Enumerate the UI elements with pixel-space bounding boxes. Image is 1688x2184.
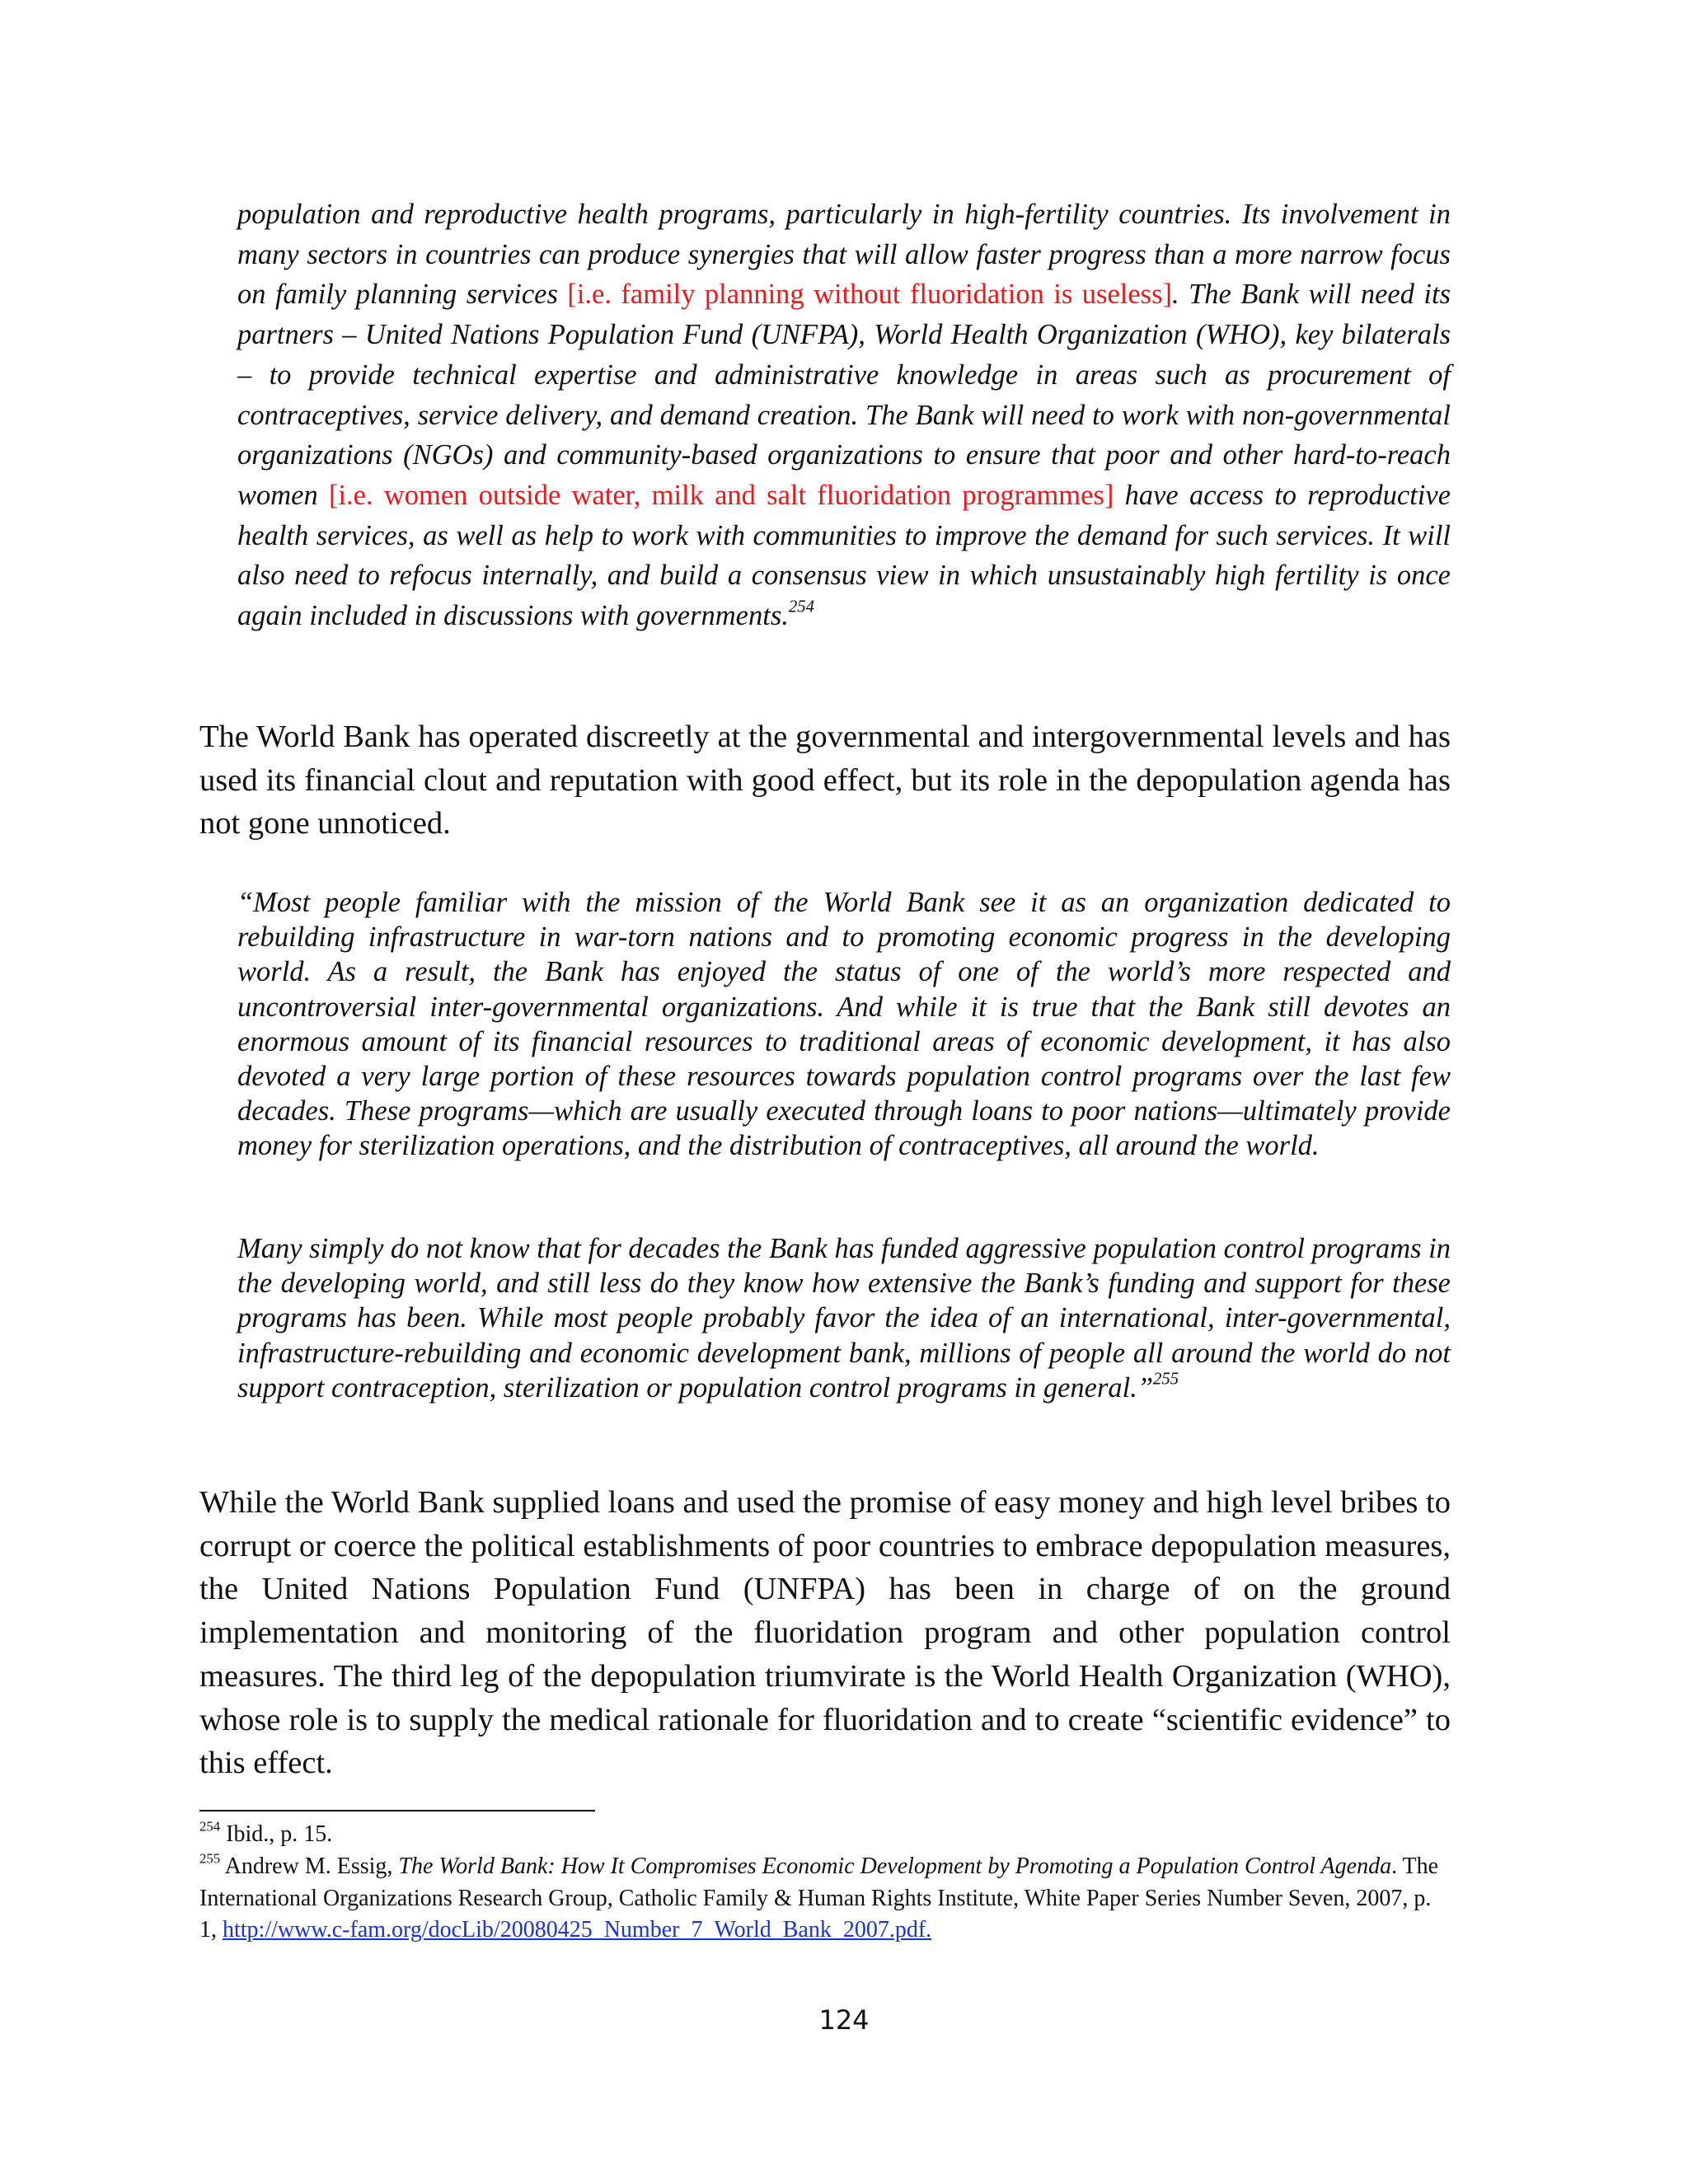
body-paragraph: The World Bank has operated discreetly at the governmental and intergovernmental levels and has used its financial clout and reputation with good effect, but its role in the depopulation agenda has not gone unnoticed.: [199, 719, 1451, 841]
footnote-number: 254: [199, 1818, 221, 1835]
footnote-text: Ibid., p. 15.: [220, 1821, 333, 1847]
quote-paragraph: “Most people familiar with the mission of the World Bank see it as an organization dedicated to rebuilding infrastructure in war-torn nations and to promoting economic progress in the developing world. As a result, the Bank has enjoyed the status of one of the world’s more respected and uncontroversial inter-governmental organizations. And while it is true that the Bank still devotes an enormous amount of its financial resources to traditional areas of economic development, it has also devoted a very large portion of these resources towards population control programs over the last few decades. These programs—which are usually executed through loans to poor nations—ultimately provide money for sterilization operations, and the distribution of contraceptives, all around the world.: [237, 887, 1451, 1162]
block-quote-essig-2: [237, 1231, 1451, 1405]
editorial-annotation: [i.e. women outside water, milk and salt fluoridation programmes]: [328, 479, 1114, 511]
quote-text: have access to reproductive health services, as well as help to work with communities to improve the demand for such services. It will also need to refocus internally, and build a consensus view in which unsustainably high fertility is once again included in discussions with governments.: [237, 479, 1451, 632]
body-paragraph: While the World Bank supplied loans and used the promise of easy money and high level bribes to corrupt or coerce the political establishments of poor countries to embrace depopulation measures, the United Nations Population Fund (UNFPA) has been in charge of on the ground implementation and monitoring of the fluoridation program and other population control measures. The third leg of the depopulation triumvirate is the World Health Organization (WHO), whose role is to supply the medical rationale for fluoridation and to create “scientific evidence” to this effect.: [199, 1485, 1451, 1781]
quote-text: population and reproductive health programs, particularly in high-fertility countries. Its involvement in many sectors in countries can produce synergies that will allow faster progress than a more narrow focus on family planning services: [237, 199, 1451, 311]
footnote-reference: 254: [788, 598, 814, 616]
editorial-annotation: [i.e. family planning without fluoridation is useless]: [567, 279, 1172, 311]
block-quote-essig-1: [237, 885, 1451, 1164]
footnote-number: 255: [199, 1850, 221, 1867]
footnote-254: [199, 1819, 1451, 1851]
footnote-author: Andrew M. Essig,: [220, 1854, 399, 1879]
footnote-255: [199, 1851, 1451, 1947]
block-quote-world-bank-strategy: [237, 194, 1451, 636]
footnote-link[interactable]: http://www.c-fam.org/docLib/20080425_Number_7_World_Bank_2007.pdf.: [223, 1917, 932, 1943]
page-number: 124: [818, 2004, 870, 2036]
footnote-separator: [199, 1810, 595, 1811]
quote-paragraph: [237, 1231, 1451, 1405]
quote-text: . The Bank will need its partners – United Nations Population Fund (UNFPA), World Health Organization (WHO), key bilaterals – to provide technical expertise and administrative knowledge in areas such as procurement of contraceptives, service delivery, and demand creation. The Bank will need to work with non-governmental organizations (NGOs) and community-based organizations to ensure that poor and other hard-to-reach women: [237, 279, 1451, 511]
footnote-reference: 255: [1153, 1370, 1179, 1389]
quote-paragraph: [237, 194, 1451, 636]
footnote-text: . The International Organizations Research Group, Catholic Family & Human Rights Institute, White Paper Series Number Seven, 2007, p. 1,: [199, 1854, 1439, 1943]
quote-text: Many simply do not know that for decades the Bank has funded aggressive population control programs in the developing world, and still less do they know how extensive the Bank’s funding and support for these programs has been. While most people probably favor the idea of an international, inter-governmental, infrastructure-rebuilding and economic development bank, millions of people all around the world do not support contraception, sterilization or population control programs in general.”: [237, 1233, 1451, 1404]
footnote-title: The World Bank: How It Compromises Economic Development by Promoting a Population Control Agenda: [398, 1854, 1392, 1879]
